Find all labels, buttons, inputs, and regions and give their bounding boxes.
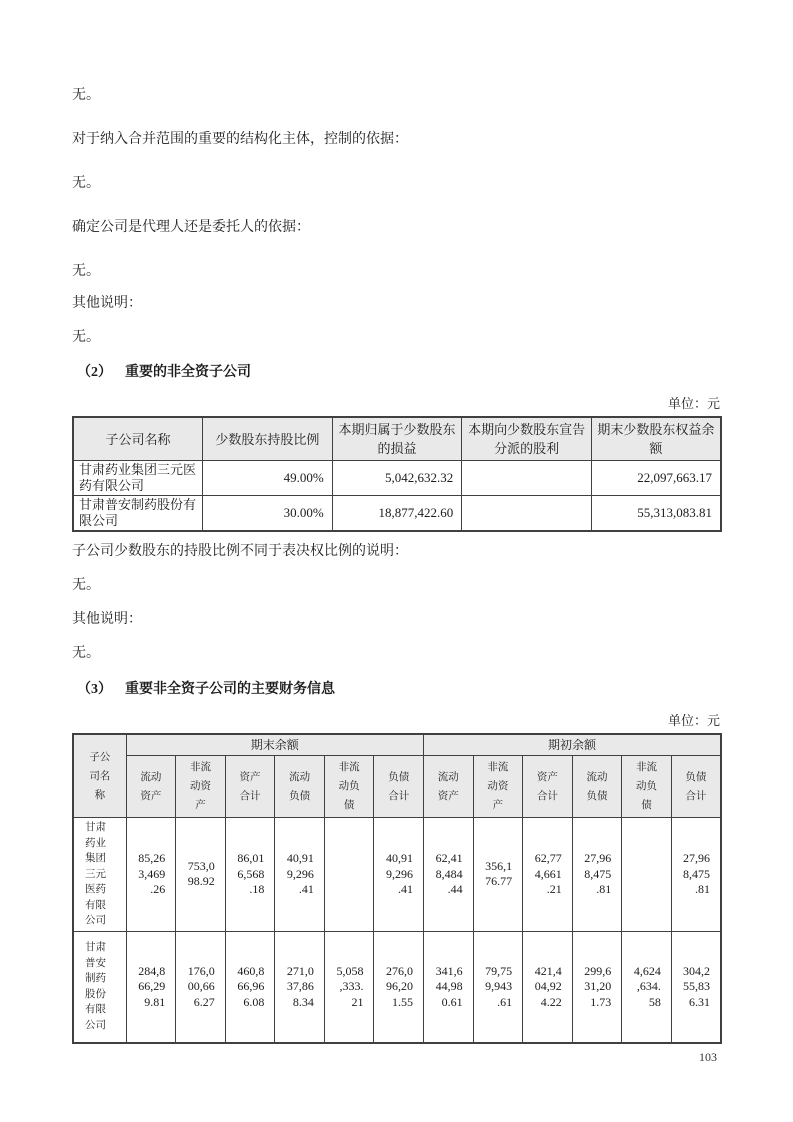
subcolumn-total-assets: 资产合计 bbox=[225, 756, 275, 818]
paragraph: 确定公司是代理人还是委托人的依据： bbox=[72, 220, 310, 235]
value-cell: 79,759,943.61 bbox=[473, 931, 523, 1043]
value-cell bbox=[462, 461, 592, 496]
value-cell: 304,255,836.31 bbox=[671, 931, 721, 1043]
value-cell: 40,919,296.41 bbox=[275, 818, 325, 932]
paragraph: 其他说明： bbox=[72, 612, 142, 627]
non-wholly-owned-subsidiaries-table bbox=[72, 416, 722, 532]
subcolumn-current-assets: 流动资产 bbox=[126, 756, 176, 818]
paragraph: 无。 bbox=[72, 330, 100, 345]
column-header-minority-equity: 期末少数股东权益余额 bbox=[591, 417, 721, 461]
table-row bbox=[73, 818, 721, 932]
subcolumn-noncurrent-liabilities: 非流动负债 bbox=[622, 756, 672, 818]
value-cell: 18,877,422.60 bbox=[332, 496, 462, 532]
value-cell: 86,016,568.18 bbox=[225, 818, 275, 932]
paragraph: 无。 bbox=[72, 578, 100, 593]
column-header-minority-ratio: 少数股东持股比例 bbox=[203, 417, 333, 461]
value-cell: 27,968,475.81 bbox=[671, 818, 721, 932]
value-cell: 27,968,475.81 bbox=[572, 818, 622, 932]
table-header-row bbox=[73, 417, 721, 461]
value-cell: 49.00% bbox=[203, 461, 333, 496]
value-cell: 4,624,634.58 bbox=[622, 931, 672, 1043]
section-3-number: （3） bbox=[77, 682, 112, 697]
unit-label: 单位：元 bbox=[667, 713, 720, 728]
subcolumn-total-liabilities: 负债合计 bbox=[374, 756, 424, 818]
column-header-minority-dividend: 本期向少数股东宣告分派的股利 bbox=[462, 417, 592, 461]
subcolumn-total-liabilities: 负债合计 bbox=[671, 756, 721, 818]
sub-header-row bbox=[73, 756, 721, 818]
subcolumn-current-liabilities: 流动负债 bbox=[275, 756, 325, 818]
value-cell: 40,919,296.41 bbox=[374, 818, 424, 932]
subcolumn-current-liabilities: 流动负债 bbox=[572, 756, 622, 818]
page-number: 103 bbox=[699, 1050, 717, 1064]
group-header-closing-balance: 期末余额 bbox=[126, 734, 423, 756]
table-row bbox=[73, 496, 721, 532]
value-cell: 356,176.77 bbox=[473, 818, 523, 932]
group-header-opening-balance: 期初余额 bbox=[424, 734, 722, 756]
paragraph: 对于纳入合并范围的重要的结构化主体，控制的依据： bbox=[72, 132, 408, 147]
company-name-cell: 甘肃普安制药股份有限公司 bbox=[73, 496, 203, 532]
value-cell bbox=[462, 496, 592, 532]
value-cell: 5,042,632.32 bbox=[332, 461, 462, 496]
value-cell: 55,313,083.81 bbox=[591, 496, 721, 532]
value-cell: 341,644,980.61 bbox=[424, 931, 474, 1043]
section-2-title: 重要的非全资子公司 bbox=[125, 365, 251, 380]
company-name-cell: 甘肃药业集团三元医药有限公司 bbox=[73, 461, 203, 496]
company-name-cell: 甘肃普安制药股份有限公司 bbox=[73, 931, 126, 1043]
column-header-minority-profit: 本期归属于少数股东的损益 bbox=[332, 417, 462, 461]
subsidiaries-financials-table bbox=[72, 733, 722, 1044]
company-name-cell: 甘肃药业集团三元医药有限公司 bbox=[73, 818, 126, 932]
subcolumn-total-assets: 资产合计 bbox=[523, 756, 573, 818]
section-3-heading bbox=[72, 680, 722, 700]
value-cell bbox=[622, 818, 672, 932]
section-2-heading bbox=[72, 363, 722, 383]
value-cell: 284,866,299.81 bbox=[126, 931, 176, 1043]
group-header-row bbox=[73, 734, 721, 756]
value-cell: 85,263,469.26 bbox=[126, 818, 176, 932]
value-cell: 753,098.92 bbox=[176, 818, 226, 932]
value-cell: 22,097,663.17 bbox=[591, 461, 721, 496]
table-row bbox=[73, 461, 721, 496]
notes-group bbox=[72, 542, 722, 664]
subcolumn-current-assets: 流动资产 bbox=[424, 756, 474, 818]
value-cell: 271,037,868.34 bbox=[275, 931, 325, 1043]
paragraph: 无。 bbox=[72, 176, 100, 191]
corner-header-subsidiary-name: 子公司名称 bbox=[73, 734, 126, 818]
value-cell: 62,774,661.21 bbox=[523, 818, 573, 932]
section-2-number: （2） bbox=[77, 365, 112, 380]
subcolumn-noncurrent-liabilities: 非流动负债 bbox=[324, 756, 374, 818]
value-cell: 176,000,666.27 bbox=[176, 931, 226, 1043]
section-3-title: 重要非全资子公司的主要财务信息 bbox=[125, 682, 335, 697]
value-cell: 460,866,966.08 bbox=[225, 931, 275, 1043]
value-cell: 62,418,484.44 bbox=[424, 818, 474, 932]
subcolumn-noncurrent-assets: 非流动资产 bbox=[473, 756, 523, 818]
table-row bbox=[73, 931, 721, 1043]
value-cell: 421,404,924.22 bbox=[523, 931, 573, 1043]
paragraph: 无。 bbox=[72, 88, 100, 103]
paragraph: 无。 bbox=[72, 646, 100, 661]
paragraph: 无。 bbox=[72, 264, 100, 279]
value-cell: 30.00% bbox=[203, 496, 333, 532]
subcolumn-noncurrent-assets: 非流动资产 bbox=[176, 756, 226, 818]
unit-label: 单位：元 bbox=[667, 396, 720, 411]
value-cell: 276,096,201.55 bbox=[374, 931, 424, 1043]
value-cell bbox=[324, 818, 374, 932]
value-cell: 5,058,333.21 bbox=[324, 931, 374, 1043]
paragraph: 其他说明： bbox=[72, 296, 142, 311]
value-cell: 299,631,201.73 bbox=[572, 931, 622, 1043]
paragraph: 子公司少数股东的持股比例不同于表决权比例的说明： bbox=[72, 544, 408, 559]
column-header-subsidiary-name: 子公司名称 bbox=[73, 417, 203, 461]
